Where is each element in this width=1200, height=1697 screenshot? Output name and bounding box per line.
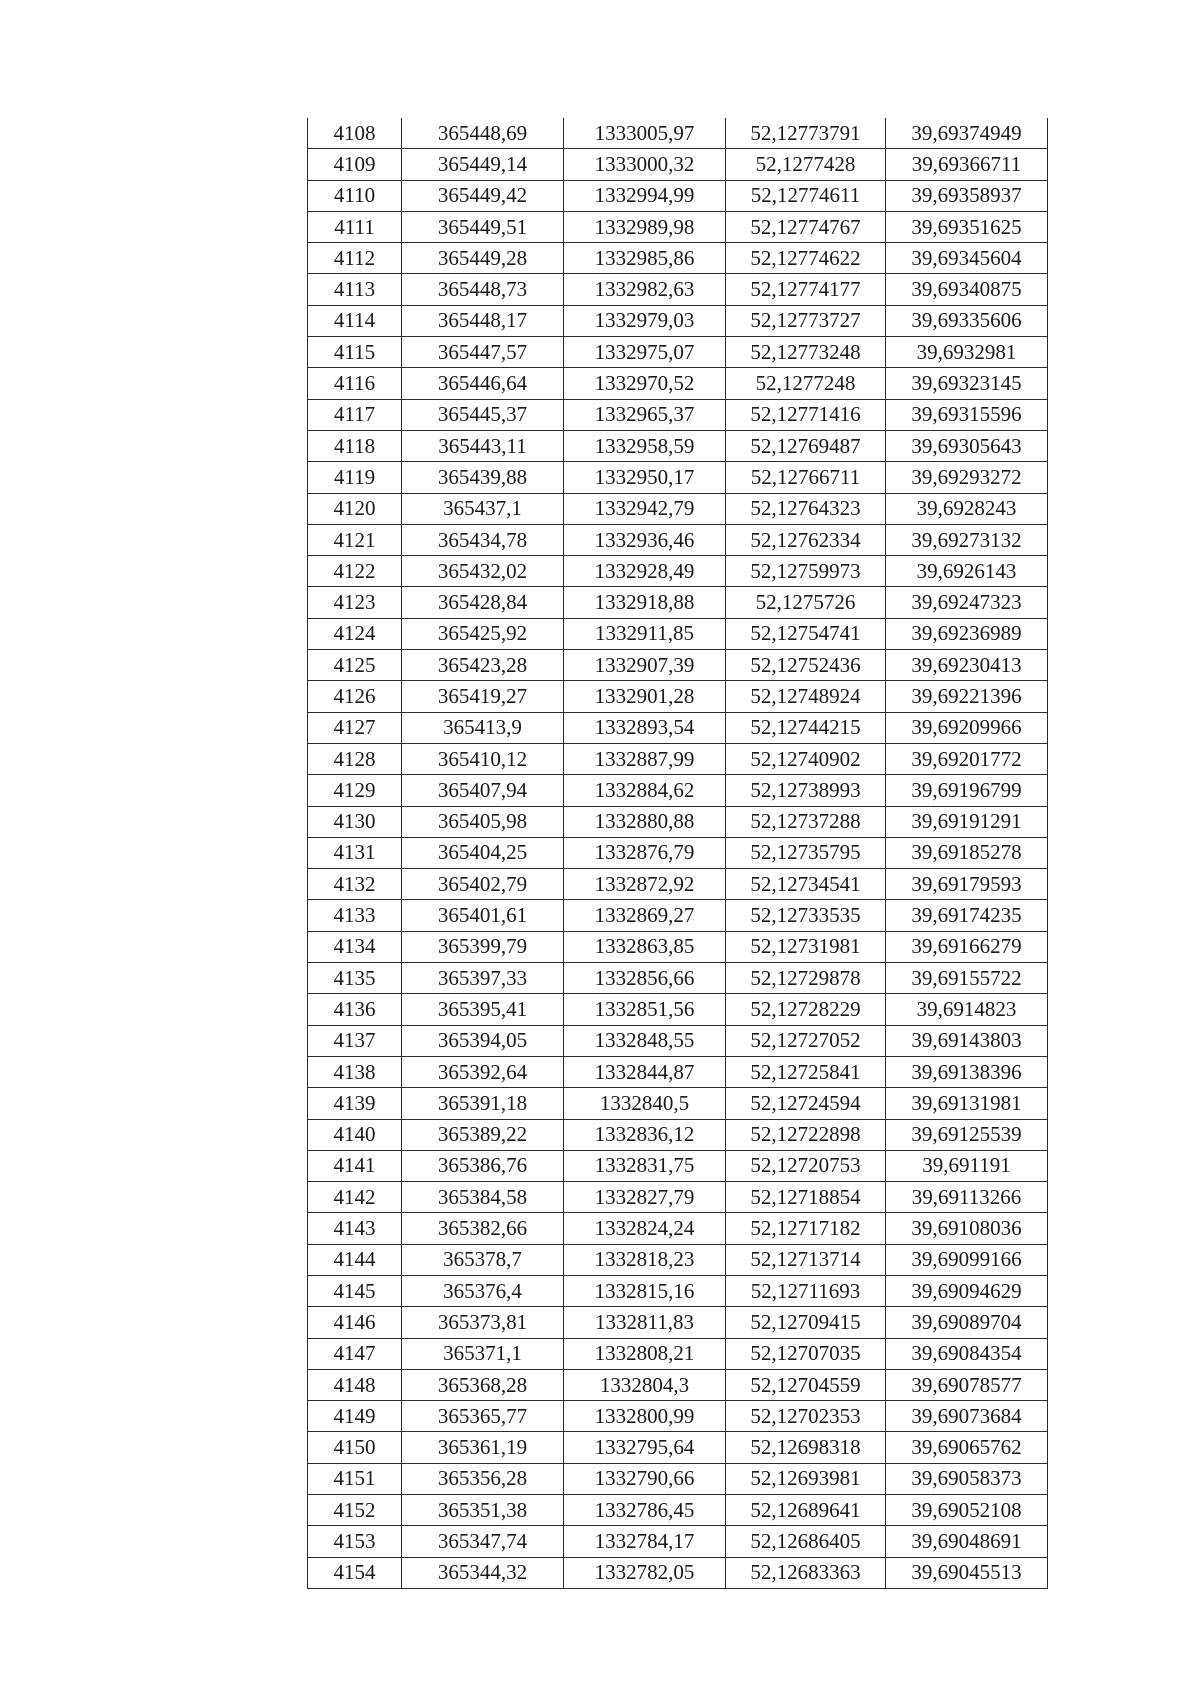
longitude-cell: 39,69052108 <box>886 1495 1048 1526</box>
y-coordinate-cell: 1332818,23 <box>564 1244 726 1275</box>
longitude-cell: 39,69131981 <box>886 1088 1048 1119</box>
y-coordinate-cell: 1332950,17 <box>564 462 726 493</box>
latitude-cell: 52,12683363 <box>726 1557 886 1588</box>
y-coordinate-cell: 1332970,52 <box>564 368 726 399</box>
x-coordinate-cell: 365386,76 <box>402 1150 564 1181</box>
latitude-cell: 52,12766711 <box>726 462 886 493</box>
point-number-cell: 4149 <box>308 1401 402 1432</box>
x-coordinate-cell: 365448,17 <box>402 305 564 336</box>
y-coordinate-cell: 1332856,66 <box>564 963 726 994</box>
latitude-cell: 52,12725841 <box>726 1056 886 1087</box>
point-number-cell: 4132 <box>308 869 402 900</box>
point-number-cell: 4154 <box>308 1557 402 1588</box>
longitude-cell: 39,69209966 <box>886 712 1048 743</box>
latitude-cell: 52,12686405 <box>726 1526 886 1557</box>
y-coordinate-cell: 1332815,16 <box>564 1275 726 1306</box>
longitude-cell: 39,69138396 <box>886 1056 1048 1087</box>
longitude-cell: 39,69230413 <box>886 650 1048 681</box>
table-row <box>308 368 1048 399</box>
coordinates-table <box>307 118 1048 1589</box>
point-number-cell: 4114 <box>308 305 402 336</box>
y-coordinate-cell: 1332880,88 <box>564 806 726 837</box>
point-number-cell: 4142 <box>308 1182 402 1213</box>
longitude-cell: 39,69191291 <box>886 806 1048 837</box>
longitude-cell: 39,69201772 <box>886 743 1048 774</box>
longitude-cell: 39,69108036 <box>886 1213 1048 1244</box>
point-number-cell: 4152 <box>308 1495 402 1526</box>
table-row <box>308 837 1048 868</box>
table-row <box>308 1369 1048 1400</box>
longitude-cell: 39,69247323 <box>886 587 1048 618</box>
table-row <box>308 1275 1048 1306</box>
point-number-cell: 4141 <box>308 1150 402 1181</box>
longitude-cell: 39,69366711 <box>886 149 1048 180</box>
longitude-cell: 39,69174235 <box>886 900 1048 931</box>
point-number-cell: 4143 <box>308 1213 402 1244</box>
y-coordinate-cell: 1332942,79 <box>564 493 726 524</box>
x-coordinate-cell: 365378,7 <box>402 1244 564 1275</box>
latitude-cell: 52,12709415 <box>726 1307 886 1338</box>
longitude-cell: 39,691191 <box>886 1150 1048 1181</box>
x-coordinate-cell: 365425,92 <box>402 618 564 649</box>
point-number-cell: 4138 <box>308 1056 402 1087</box>
longitude-cell: 39,69084354 <box>886 1338 1048 1369</box>
longitude-cell: 39,69340875 <box>886 274 1048 305</box>
x-coordinate-cell: 365361,19 <box>402 1432 564 1463</box>
x-coordinate-cell: 365394,05 <box>402 1025 564 1056</box>
table-row <box>308 1495 1048 1526</box>
point-number-cell: 4111 <box>308 211 402 242</box>
x-coordinate-cell: 365434,78 <box>402 524 564 555</box>
table-row <box>308 118 1048 149</box>
y-coordinate-cell: 1332863,85 <box>564 931 726 962</box>
longitude-cell: 39,69236989 <box>886 618 1048 649</box>
x-coordinate-cell: 365445,37 <box>402 399 564 430</box>
latitude-cell: 52,12773248 <box>726 337 886 368</box>
latitude-cell: 52,12733535 <box>726 900 886 931</box>
point-number-cell: 4148 <box>308 1369 402 1400</box>
y-coordinate-cell: 1332884,62 <box>564 775 726 806</box>
longitude-cell: 39,6914823 <box>886 994 1048 1025</box>
latitude-cell: 52,12771416 <box>726 399 886 430</box>
x-coordinate-cell: 365368,28 <box>402 1369 564 1400</box>
y-coordinate-cell: 1332989,98 <box>564 211 726 242</box>
y-coordinate-cell: 1332887,99 <box>564 743 726 774</box>
y-coordinate-cell: 1332836,12 <box>564 1119 726 1150</box>
x-coordinate-cell: 365376,4 <box>402 1275 564 1306</box>
longitude-cell: 39,69374949 <box>886 118 1048 149</box>
table-row <box>308 1119 1048 1150</box>
point-number-cell: 4110 <box>308 180 402 211</box>
longitude-cell: 39,69179593 <box>886 869 1048 900</box>
table-row <box>308 211 1048 242</box>
x-coordinate-cell: 365428,84 <box>402 587 564 618</box>
x-coordinate-cell: 365402,79 <box>402 869 564 900</box>
y-coordinate-cell: 1332982,63 <box>564 274 726 305</box>
point-number-cell: 4109 <box>308 149 402 180</box>
y-coordinate-cell: 1332958,59 <box>564 430 726 461</box>
y-coordinate-cell: 1333005,97 <box>564 118 726 149</box>
y-coordinate-cell: 1332848,55 <box>564 1025 726 1056</box>
latitude-cell: 52,12707035 <box>726 1338 886 1369</box>
y-coordinate-cell: 1332790,66 <box>564 1463 726 1494</box>
point-number-cell: 4140 <box>308 1119 402 1150</box>
point-number-cell: 4124 <box>308 618 402 649</box>
x-coordinate-cell: 365392,64 <box>402 1056 564 1087</box>
x-coordinate-cell: 365423,28 <box>402 650 564 681</box>
latitude-cell: 52,12752436 <box>726 650 886 681</box>
table-row <box>308 1401 1048 1432</box>
longitude-cell: 39,69048691 <box>886 1526 1048 1557</box>
point-number-cell: 4129 <box>308 775 402 806</box>
point-number-cell: 4119 <box>308 462 402 493</box>
point-number-cell: 4126 <box>308 681 402 712</box>
x-coordinate-cell: 365410,12 <box>402 743 564 774</box>
point-number-cell: 4139 <box>308 1088 402 1119</box>
x-coordinate-cell: 365404,25 <box>402 837 564 868</box>
table-row <box>308 618 1048 649</box>
table-row <box>308 1182 1048 1213</box>
table-row <box>308 869 1048 900</box>
latitude-cell: 52,12774177 <box>726 274 886 305</box>
latitude-cell: 52,12773727 <box>726 305 886 336</box>
x-coordinate-cell: 365407,94 <box>402 775 564 806</box>
y-coordinate-cell: 1332808,21 <box>564 1338 726 1369</box>
latitude-cell: 52,12698318 <box>726 1432 886 1463</box>
x-coordinate-cell: 365437,1 <box>402 493 564 524</box>
table-row <box>308 1213 1048 1244</box>
y-coordinate-cell: 1332824,24 <box>564 1213 726 1244</box>
longitude-cell: 39,69358937 <box>886 180 1048 211</box>
latitude-cell: 52,12774611 <box>726 180 886 211</box>
point-number-cell: 4144 <box>308 1244 402 1275</box>
x-coordinate-cell: 365389,22 <box>402 1119 564 1150</box>
y-coordinate-cell: 1332928,49 <box>564 556 726 587</box>
longitude-cell: 39,69273132 <box>886 524 1048 555</box>
point-number-cell: 4118 <box>308 430 402 461</box>
latitude-cell: 52,12728229 <box>726 994 886 1025</box>
table-row <box>308 337 1048 368</box>
longitude-cell: 39,69065762 <box>886 1432 1048 1463</box>
x-coordinate-cell: 365419,27 <box>402 681 564 712</box>
x-coordinate-cell: 365449,51 <box>402 211 564 242</box>
x-coordinate-cell: 365413,9 <box>402 712 564 743</box>
table-row <box>308 900 1048 931</box>
y-coordinate-cell: 1332975,07 <box>564 337 726 368</box>
y-coordinate-cell: 1332907,39 <box>564 650 726 681</box>
x-coordinate-cell: 365344,32 <box>402 1557 564 1588</box>
table-row <box>308 931 1048 962</box>
point-number-cell: 4113 <box>308 274 402 305</box>
latitude-cell: 52,12748924 <box>726 681 886 712</box>
y-coordinate-cell: 1332965,37 <box>564 399 726 430</box>
y-coordinate-cell: 1332876,79 <box>564 837 726 868</box>
longitude-cell: 39,69293272 <box>886 462 1048 493</box>
point-number-cell: 4125 <box>308 650 402 681</box>
y-coordinate-cell: 1332831,75 <box>564 1150 726 1181</box>
table-row <box>308 149 1048 180</box>
latitude-cell: 52,12718854 <box>726 1182 886 1213</box>
point-number-cell: 4147 <box>308 1338 402 1369</box>
longitude-cell: 39,6932981 <box>886 337 1048 368</box>
latitude-cell: 52,12689641 <box>726 1495 886 1526</box>
x-coordinate-cell: 365446,64 <box>402 368 564 399</box>
longitude-cell: 39,69099166 <box>886 1244 1048 1275</box>
y-coordinate-cell: 1332901,28 <box>564 681 726 712</box>
longitude-cell: 39,69335606 <box>886 305 1048 336</box>
y-coordinate-cell: 1332786,45 <box>564 1495 726 1526</box>
point-number-cell: 4145 <box>308 1275 402 1306</box>
latitude-cell: 52,12737288 <box>726 806 886 837</box>
table-row <box>308 712 1048 743</box>
table-row <box>308 681 1048 712</box>
table-row <box>308 963 1048 994</box>
table-row <box>308 587 1048 618</box>
table-row <box>308 274 1048 305</box>
x-coordinate-cell: 365448,73 <box>402 274 564 305</box>
y-coordinate-cell: 1332804,3 <box>564 1369 726 1400</box>
point-number-cell: 4120 <box>308 493 402 524</box>
longitude-cell: 39,69196799 <box>886 775 1048 806</box>
point-number-cell: 4115 <box>308 337 402 368</box>
point-number-cell: 4112 <box>308 243 402 274</box>
point-number-cell: 4121 <box>308 524 402 555</box>
x-coordinate-cell: 365351,38 <box>402 1495 564 1526</box>
latitude-cell: 52,12735795 <box>726 837 886 868</box>
latitude-cell: 52,12713714 <box>726 1244 886 1275</box>
longitude-cell: 39,69089704 <box>886 1307 1048 1338</box>
table-row <box>308 1056 1048 1087</box>
latitude-cell: 52,12774622 <box>726 243 886 274</box>
x-coordinate-cell: 365449,42 <box>402 180 564 211</box>
y-coordinate-cell: 1333000,32 <box>564 149 726 180</box>
point-number-cell: 4108 <box>308 118 402 149</box>
y-coordinate-cell: 1332795,64 <box>564 1432 726 1463</box>
point-number-cell: 4137 <box>308 1025 402 1056</box>
longitude-cell: 39,6926143 <box>886 556 1048 587</box>
y-coordinate-cell: 1332911,85 <box>564 618 726 649</box>
x-coordinate-cell: 365373,81 <box>402 1307 564 1338</box>
x-coordinate-cell: 365384,58 <box>402 1182 564 1213</box>
x-coordinate-cell: 365399,79 <box>402 931 564 962</box>
point-number-cell: 4151 <box>308 1463 402 1494</box>
y-coordinate-cell: 1332872,92 <box>564 869 726 900</box>
table-row <box>308 1025 1048 1056</box>
x-coordinate-cell: 365365,77 <box>402 1401 564 1432</box>
latitude-cell: 52,12738993 <box>726 775 886 806</box>
longitude-cell: 39,69094629 <box>886 1275 1048 1306</box>
point-number-cell: 4135 <box>308 963 402 994</box>
x-coordinate-cell: 365382,66 <box>402 1213 564 1244</box>
table-row <box>308 743 1048 774</box>
point-number-cell: 4134 <box>308 931 402 962</box>
longitude-cell: 39,69323145 <box>886 368 1048 399</box>
x-coordinate-cell: 365443,11 <box>402 430 564 461</box>
latitude-cell: 52,12744215 <box>726 712 886 743</box>
latitude-cell: 52,12711693 <box>726 1275 886 1306</box>
table-row <box>308 243 1048 274</box>
y-coordinate-cell: 1332840,5 <box>564 1088 726 1119</box>
longitude-cell: 39,69058373 <box>886 1463 1048 1494</box>
y-coordinate-cell: 1332782,05 <box>564 1557 726 1588</box>
point-number-cell: 4131 <box>308 837 402 868</box>
longitude-cell: 39,69351625 <box>886 211 1048 242</box>
latitude-cell: 52,1275726 <box>726 587 886 618</box>
latitude-cell: 52,12731981 <box>726 931 886 962</box>
latitude-cell: 52,12704559 <box>726 1369 886 1400</box>
longitude-cell: 39,69143803 <box>886 1025 1048 1056</box>
longitude-cell: 39,69155722 <box>886 963 1048 994</box>
table-row <box>308 305 1048 336</box>
latitude-cell: 52,12724594 <box>726 1088 886 1119</box>
latitude-cell: 52,12729878 <box>726 963 886 994</box>
y-coordinate-cell: 1332800,99 <box>564 1401 726 1432</box>
table-row <box>308 1526 1048 1557</box>
point-number-cell: 4116 <box>308 368 402 399</box>
longitude-cell: 39,69073684 <box>886 1401 1048 1432</box>
y-coordinate-cell: 1332918,88 <box>564 587 726 618</box>
point-number-cell: 4123 <box>308 587 402 618</box>
x-coordinate-cell: 365371,1 <box>402 1338 564 1369</box>
table-row <box>308 1463 1048 1494</box>
y-coordinate-cell: 1332893,54 <box>564 712 726 743</box>
y-coordinate-cell: 1332784,17 <box>564 1526 726 1557</box>
point-number-cell: 4153 <box>308 1526 402 1557</box>
latitude-cell: 52,12722898 <box>726 1119 886 1150</box>
table-row <box>308 1088 1048 1119</box>
latitude-cell: 52,12773791 <box>726 118 886 149</box>
table-row <box>308 462 1048 493</box>
point-number-cell: 4127 <box>308 712 402 743</box>
x-coordinate-cell: 365447,57 <box>402 337 564 368</box>
longitude-cell: 39,69078577 <box>886 1369 1048 1400</box>
latitude-cell: 52,12764323 <box>726 493 886 524</box>
point-number-cell: 4130 <box>308 806 402 837</box>
longitude-cell: 39,69125539 <box>886 1119 1048 1150</box>
longitude-cell: 39,69113266 <box>886 1182 1048 1213</box>
point-number-cell: 4146 <box>308 1307 402 1338</box>
table-row <box>308 493 1048 524</box>
table-row <box>308 775 1048 806</box>
x-coordinate-cell: 365405,98 <box>402 806 564 837</box>
y-coordinate-cell: 1332827,79 <box>564 1182 726 1213</box>
longitude-cell: 39,69315596 <box>886 399 1048 430</box>
coordinates-table-body <box>308 118 1048 1588</box>
table-row <box>308 650 1048 681</box>
latitude-cell: 52,12774767 <box>726 211 886 242</box>
table-row <box>308 994 1048 1025</box>
latitude-cell: 52,12754741 <box>726 618 886 649</box>
point-number-cell: 4150 <box>308 1432 402 1463</box>
latitude-cell: 52,12769487 <box>726 430 886 461</box>
table-row <box>308 806 1048 837</box>
x-coordinate-cell: 365432,02 <box>402 556 564 587</box>
y-coordinate-cell: 1332994,99 <box>564 180 726 211</box>
x-coordinate-cell: 365391,18 <box>402 1088 564 1119</box>
x-coordinate-cell: 365397,33 <box>402 963 564 994</box>
table-row <box>308 556 1048 587</box>
x-coordinate-cell: 365449,28 <box>402 243 564 274</box>
longitude-cell: 39,69345604 <box>886 243 1048 274</box>
latitude-cell: 52,12702353 <box>726 1401 886 1432</box>
latitude-cell: 52,12717182 <box>726 1213 886 1244</box>
latitude-cell: 52,12734541 <box>726 869 886 900</box>
table-row <box>308 1244 1048 1275</box>
y-coordinate-cell: 1332851,56 <box>564 994 726 1025</box>
y-coordinate-cell: 1332844,87 <box>564 1056 726 1087</box>
x-coordinate-cell: 365449,14 <box>402 149 564 180</box>
y-coordinate-cell: 1332936,46 <box>564 524 726 555</box>
longitude-cell: 39,6928243 <box>886 493 1048 524</box>
longitude-cell: 39,69045513 <box>886 1557 1048 1588</box>
x-coordinate-cell: 365347,74 <box>402 1526 564 1557</box>
x-coordinate-cell: 365439,88 <box>402 462 564 493</box>
point-number-cell: 4117 <box>308 399 402 430</box>
x-coordinate-cell: 365401,61 <box>402 900 564 931</box>
latitude-cell: 52,12762334 <box>726 524 886 555</box>
table-row <box>308 1307 1048 1338</box>
longitude-cell: 39,69221396 <box>886 681 1048 712</box>
y-coordinate-cell: 1332979,03 <box>564 305 726 336</box>
latitude-cell: 52,12740902 <box>726 743 886 774</box>
x-coordinate-cell: 365448,69 <box>402 118 564 149</box>
table-row <box>308 399 1048 430</box>
point-number-cell: 4133 <box>308 900 402 931</box>
table-row <box>308 524 1048 555</box>
point-number-cell: 4122 <box>308 556 402 587</box>
latitude-cell: 52,12720753 <box>726 1150 886 1181</box>
longitude-cell: 39,69305643 <box>886 430 1048 461</box>
latitude-cell: 52,1277428 <box>726 149 886 180</box>
point-number-cell: 4128 <box>308 743 402 774</box>
latitude-cell: 52,12759973 <box>726 556 886 587</box>
table-row <box>308 430 1048 461</box>
table-row <box>308 1557 1048 1588</box>
x-coordinate-cell: 365356,28 <box>402 1463 564 1494</box>
longitude-cell: 39,69166279 <box>886 931 1048 962</box>
x-coordinate-cell: 365395,41 <box>402 994 564 1025</box>
point-number-cell: 4136 <box>308 994 402 1025</box>
table-row <box>308 1338 1048 1369</box>
y-coordinate-cell: 1332869,27 <box>564 900 726 931</box>
table-row <box>308 1150 1048 1181</box>
y-coordinate-cell: 1332811,83 <box>564 1307 726 1338</box>
table-row <box>308 1432 1048 1463</box>
y-coordinate-cell: 1332985,86 <box>564 243 726 274</box>
latitude-cell: 52,12693981 <box>726 1463 886 1494</box>
latitude-cell: 52,1277248 <box>726 368 886 399</box>
table-row <box>308 180 1048 211</box>
longitude-cell: 39,69185278 <box>886 837 1048 868</box>
latitude-cell: 52,12727052 <box>726 1025 886 1056</box>
